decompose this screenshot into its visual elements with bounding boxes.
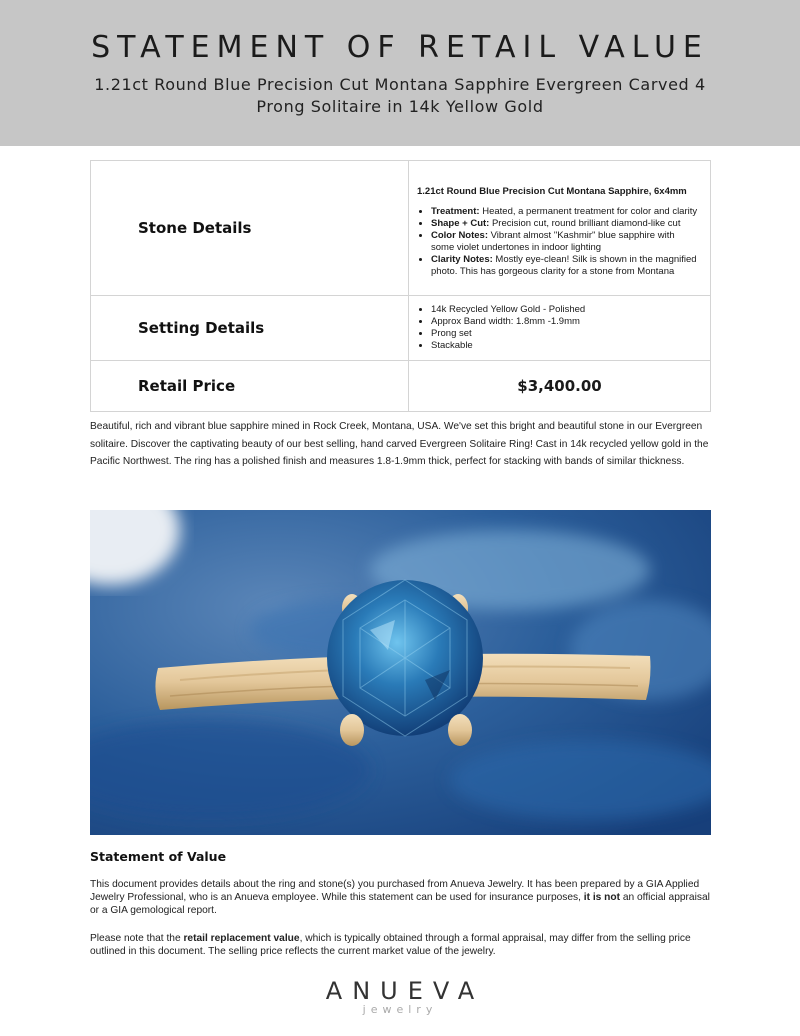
detail-value: Vibrant almost "Kashmir" blue sapphire with some violet undertones in indoor lighting: [431, 230, 675, 253]
p1-text: This document provides details about the ring and stone(s) you purchased from Anueva Jewelry. It has been prepared by a GIA Applied Jewelry Professional, who is an Anueva employee. While this statement can be used for insurance purposes,: [90, 879, 700, 903]
logo-tagline: jewelry: [362, 1003, 438, 1016]
logo-word: ANUEVA: [325, 977, 485, 1005]
stone-detail-shape-cut: [431, 218, 698, 230]
retail-price-value: $3,400.00: [409, 361, 711, 412]
detail-value: Heated, a permanent treatment for color and clarity: [482, 206, 698, 217]
p2-text-end: , which is typically obtained through a formal appraisal, may differ from the selling price outlined in this document. The selling price reflects the current market value of the jewelry.: [90, 933, 691, 957]
stone-title: 1.21ct Round Blue Precision Cut Montana Sapphire, 6x4mm: [417, 186, 687, 197]
statement-of-value-heading: Statement of Value: [90, 849, 227, 864]
ring-photo: [90, 510, 711, 835]
setting-item: • 14k Recycled Yellow Gold - Polished: [431, 304, 698, 316]
setting-details-list: [417, 304, 698, 352]
detail-value: Mostly eye-clean! Silk is shown in the magnified photo. This has gorgeous clarity for a stone from Montana: [431, 254, 697, 277]
stone-details-list: [417, 206, 698, 278]
stone-detail-clarity: [431, 254, 698, 278]
stone-detail-treatment: [431, 206, 698, 218]
p1-emphasis: it is not: [583, 892, 621, 903]
retail-price-label: Retail Price: [91, 361, 409, 412]
p1-text-end: an official appraisal or a GIA gemological report.: [90, 892, 710, 916]
statement-paragraph-1: [90, 878, 715, 917]
setting-item: • Stackable: [431, 340, 698, 352]
stone-details-content: [409, 161, 711, 296]
page-title: STATEMENT OF RETAIL VALUE: [91, 30, 709, 65]
anueva-logo: [300, 978, 500, 1016]
setting-item: • Prong set: [431, 328, 698, 340]
stone-details-row: [91, 161, 711, 296]
setting-details-label: Setting Details: [91, 296, 409, 361]
product-subtitle: 1.21ct Round Blue Precision Cut Montana Sapphire Evergreen Carved 4 Prong Solitaire in 14k Yellow Gold: [94, 75, 706, 116]
detail-key: Shape + Cut:: [431, 218, 490, 229]
setting-details-row: [91, 296, 711, 361]
retail-price-row: [91, 361, 711, 412]
header-banner: [0, 0, 800, 146]
statement-paragraph-2: [90, 932, 715, 958]
ring-illustration: [90, 510, 711, 835]
p2-text: Please note that the: [90, 933, 184, 944]
setting-item: • Approx Band width: 1.8mm -1.9mm: [431, 316, 698, 328]
details-table: [90, 160, 711, 412]
product-description: Beautiful, rich and vibrant blue sapphire mined in Rock Creek, Montana, USA. We've set this bright and beautiful stone in our Evergreen solitaire. Discover the captivating beauty of our best selling, hand carved Evergreen Solitaire Ring! Cast in 14k recycled yellow gold in the Pacific Northwest. The ring has a polished finish and measures 1.8-1.9mm thick, perfect for stacking with bands of similar thickness.: [90, 421, 709, 467]
detail-key: Color Notes:: [431, 230, 488, 241]
detail-key: Clarity Notes:: [431, 254, 493, 265]
stone-details-label: Stone Details: [91, 161, 409, 296]
stone-detail-color: [431, 230, 698, 254]
detail-key: Treatment:: [431, 206, 480, 217]
detail-value: Precision cut, round brilliant diamond-like cut: [491, 218, 681, 229]
setting-details-content: [409, 296, 711, 361]
p2-emphasis: retail replacement value: [183, 933, 300, 944]
